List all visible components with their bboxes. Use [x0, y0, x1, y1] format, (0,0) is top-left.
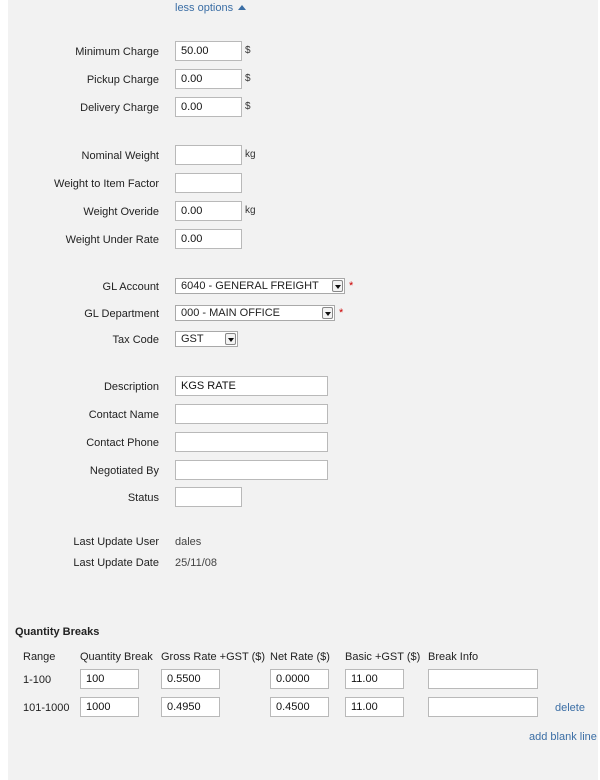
status-input[interactable] [175, 487, 242, 507]
tax-code-select[interactable] [175, 331, 238, 347]
weight-factor-label: Weight to Item Factor [54, 178, 159, 190]
chevron-down-icon [225, 333, 236, 345]
contact-name-input[interactable] [175, 404, 328, 424]
pickup-charge-label: Pickup Charge [86, 74, 159, 86]
delete-row-link[interactable]: delete [555, 702, 585, 714]
gl-department-value: 000 - MAIN OFFICE [181, 307, 281, 319]
delivery-charge-input[interactable] [175, 97, 242, 117]
last-update-user-value: dales [175, 536, 202, 548]
break-info-input[interactable] [428, 697, 538, 717]
pickup-charge-unit: $ [245, 73, 251, 84]
gl-department-select[interactable] [175, 305, 335, 321]
negotiated-by-input[interactable] [175, 460, 328, 480]
gl-account-select[interactable] [175, 278, 345, 294]
quantity-breaks-title: Quantity Breaks [15, 626, 100, 638]
nominal-weight-unit: kg [245, 149, 256, 160]
col-header-break-info: Break Info [428, 651, 479, 663]
gl-account-required-marker: * [349, 280, 354, 292]
negotiated-by-label: Negotiated By [89, 465, 159, 477]
chevron-down-icon [322, 307, 333, 319]
col-header-range: Range [23, 651, 56, 663]
weight-under-rate-label: Weight Under Rate [65, 234, 159, 246]
chevron-up-icon [238, 5, 246, 10]
nominal-weight-input[interactable] [175, 145, 242, 165]
col-header-quantity: Quantity Break [80, 651, 153, 663]
chevron-down-icon [332, 280, 343, 292]
net-rate-input[interactable] [270, 669, 329, 689]
minimum-charge-label: Minimum Charge [75, 46, 159, 58]
gross-rate-input[interactable] [161, 697, 220, 717]
col-header-gross-rate: Gross Rate +GST ($) [161, 651, 266, 663]
gross-rate-input[interactable] [161, 669, 220, 689]
description-input[interactable] [175, 376, 328, 396]
contact-phone-input[interactable] [175, 432, 328, 452]
last-update-date-label: Last Update Date [73, 557, 159, 569]
last-update-user-label: Last Update User [73, 536, 159, 548]
minimum-charge-unit: $ [245, 45, 251, 56]
col-header-basic: Basic +GST ($) [345, 651, 421, 663]
weight-override-input[interactable] [175, 201, 242, 221]
last-update-date-value: 25/11/08 [175, 557, 218, 569]
less-options-label[interactable]: less options [175, 2, 234, 14]
minimum-charge-input[interactable] [175, 41, 242, 61]
gl-department-label: GL Department [84, 308, 159, 320]
gl-account-value: 6040 - GENERAL FREIGHT [181, 280, 319, 292]
break-info-input[interactable] [428, 669, 538, 689]
weight-override-unit: kg [245, 205, 256, 216]
tax-code-label: Tax Code [112, 334, 159, 346]
delivery-charge-unit: $ [245, 101, 251, 112]
less-options-toggle[interactable] [175, 1, 246, 15]
break-row-range: 1-100 [23, 674, 52, 686]
add-blank-line-link[interactable]: add blank line [529, 731, 597, 743]
contact-phone-label: Contact Phone [86, 437, 159, 449]
delivery-charge-label: Delivery Charge [80, 102, 159, 114]
gl-account-label: GL Account [102, 281, 159, 293]
basic-rate-input[interactable] [345, 669, 404, 689]
pickup-charge-input[interactable] [175, 69, 242, 89]
contact-name-label: Contact Name [88, 409, 159, 421]
nominal-weight-label: Nominal Weight [81, 150, 159, 162]
quantity-break-input[interactable] [80, 697, 139, 717]
status-label: Status [127, 492, 159, 504]
basic-rate-input[interactable] [345, 697, 404, 717]
net-rate-input[interactable] [270, 697, 329, 717]
col-header-net-rate: Net Rate ($) [270, 651, 330, 663]
break-row-range: 101-1000 [23, 702, 70, 714]
quantity-break-input[interactable] [80, 669, 139, 689]
gl-department-required-marker: * [339, 307, 344, 319]
weight-under-rate-input[interactable] [175, 229, 242, 249]
weight-override-label: Weight Overide [83, 206, 159, 218]
tax-code-value: GST [181, 333, 204, 345]
weight-factor-input[interactable] [175, 173, 242, 193]
description-label: Description [103, 381, 159, 393]
